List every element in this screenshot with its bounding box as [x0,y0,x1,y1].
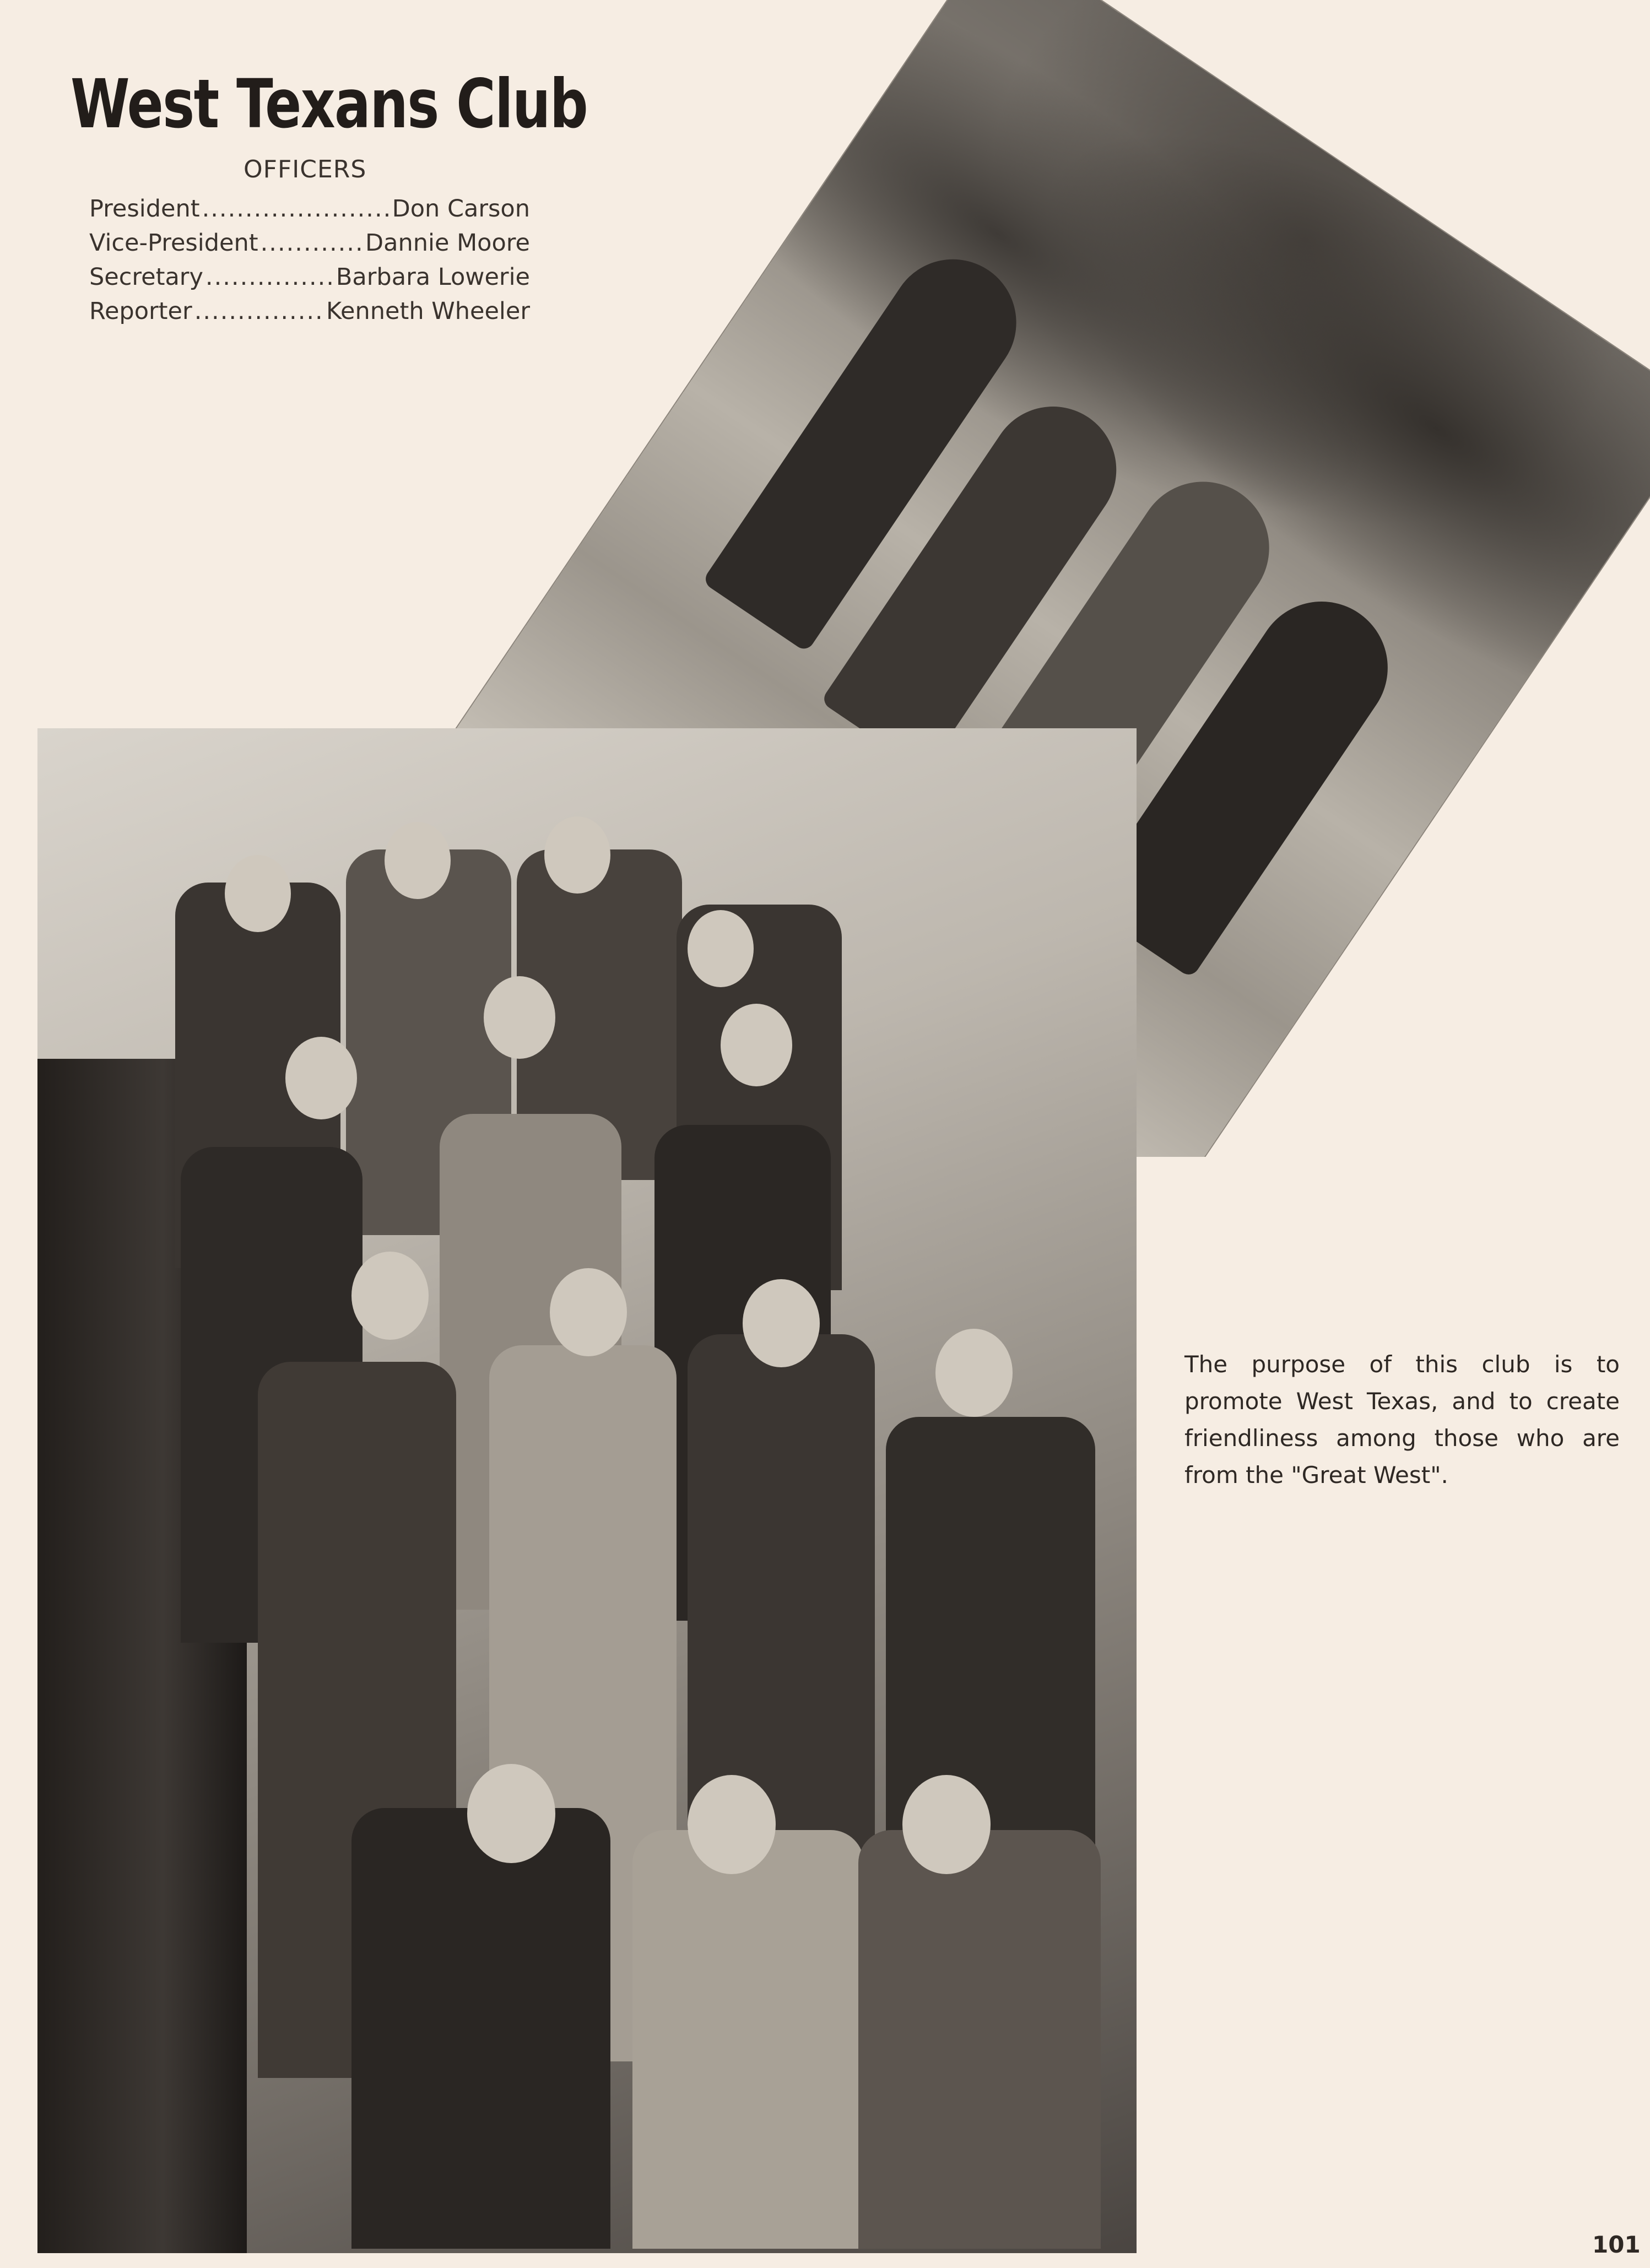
photo-face [544,816,610,894]
officer-role: Vice-President [89,229,258,257]
photo-face [721,1004,792,1086]
officer-name: Dannie Moore [365,229,530,257]
photo-face [902,1775,991,1874]
officer-name: Don Carson [392,195,530,223]
photo-figure [632,1830,864,2249]
photo-figure [858,1830,1101,2249]
leader-dots [192,294,326,328]
photo-face [467,1764,555,1863]
officer-role: President [89,195,200,223]
officer-name: Kenneth Wheeler [326,297,530,325]
photo-face [351,1252,429,1340]
officer-role: Reporter [89,297,192,325]
officer-role: Secretary [89,263,203,291]
officer-name: Barbara Lowerie [336,263,530,291]
photo-face [385,822,451,899]
leader-dots [200,192,392,226]
photo-face [743,1279,820,1367]
group-photo [37,728,1137,2253]
photo-face [550,1268,627,1356]
photo-face [484,976,555,1059]
leader-dots [203,260,336,294]
photo-figure [351,1808,610,2249]
photo-face [285,1037,357,1119]
photo-face [688,1775,776,1874]
photo-face [935,1329,1013,1417]
officers-heading: OFFICERS [244,155,367,183]
photo-face [688,910,754,987]
photo-face [225,855,291,932]
club-purpose-caption: The purpose of this club is to promote West Texas, and to create friendliness among those who are from the "Great West". [1184,1351,1620,1488]
page-number: 101 [1592,2231,1641,2258]
leader-dots [258,226,365,260]
club-title: West Texans Club [71,65,588,143]
